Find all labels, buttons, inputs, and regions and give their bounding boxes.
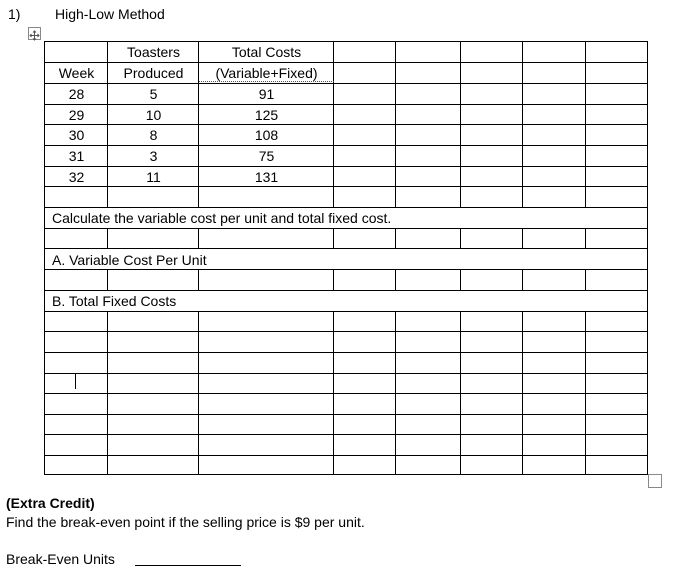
table-gridline-vertical (460, 145, 461, 167)
table-gridline-vertical (647, 352, 648, 374)
table-gridline-vertical (395, 434, 396, 456)
table-gridline-vertical (460, 124, 461, 146)
table-gridline-vertical (522, 83, 523, 105)
table-gridline-vertical (198, 331, 199, 353)
table-gridline-horizontal (44, 434, 648, 435)
problem-title: High-Low Method (55, 6, 165, 22)
table-gridline-vertical (44, 393, 45, 415)
table-gridline-vertical (460, 186, 461, 208)
total-cost-cell[interactable]: 91 (258, 86, 275, 102)
table-gridline-vertical (585, 83, 586, 105)
table-gridline-vertical (107, 455, 108, 475)
table-gridline-horizontal (44, 331, 648, 332)
table-gridline-vertical (107, 311, 108, 332)
table-gridline-vertical (333, 373, 334, 394)
table-gridline-vertical (460, 228, 461, 249)
table-gridline-horizontal (44, 124, 648, 125)
table-gridline-vertical (395, 145, 396, 167)
table-gridline-vertical (198, 373, 199, 394)
table-gridline-vertical (522, 331, 523, 353)
table-gridline-horizontal (44, 373, 648, 374)
table-gridline-horizontal (44, 104, 648, 105)
produced-cell[interactable]: 11 (146, 169, 161, 185)
week-cell[interactable]: 29 (68, 107, 85, 123)
table-gridline-vertical (585, 269, 586, 291)
table-gridline-vertical (395, 124, 396, 146)
table-gridline-vertical (585, 166, 586, 187)
header-toasters: Toasters (127, 44, 180, 60)
part-b-label[interactable]: B. Total Fixed Costs (52, 293, 177, 309)
table-gridline-vertical (395, 186, 396, 208)
table-gridline-vertical (585, 104, 586, 125)
table-gridline-vertical (460, 166, 461, 187)
week-cell[interactable]: 28 (68, 86, 85, 102)
table-gridline-vertical (107, 186, 108, 208)
table-gridline-vertical (585, 455, 586, 475)
table-gridline-vertical (44, 352, 45, 374)
table-gridline-vertical (522, 352, 523, 374)
table-gridline-vertical (44, 414, 45, 435)
table-gridline-vertical (395, 62, 396, 84)
table-gridline-vertical (522, 414, 523, 435)
table-gridline-horizontal (44, 166, 648, 167)
table-gridline-vertical (647, 455, 648, 475)
table-gridline-vertical (198, 228, 199, 249)
table-gridline-vertical (333, 455, 334, 475)
table-gridline-horizontal (44, 414, 648, 415)
table-gridline-vertical (107, 414, 108, 435)
table-gridline-vertical (585, 186, 586, 208)
table-gridline-vertical (395, 269, 396, 291)
table-gridline-vertical (395, 373, 396, 394)
table-gridline-vertical (460, 331, 461, 353)
table-gridline-vertical (395, 104, 396, 125)
table-gridline-vertical (647, 434, 648, 456)
produced-cell[interactable]: 10 (145, 107, 162, 123)
table-gridline-vertical (585, 352, 586, 374)
table-gridline-vertical (107, 269, 108, 291)
header-variable-fixed: (Variable+Fixed) (199, 65, 334, 82)
table-gridline-vertical (333, 352, 334, 374)
table-gridline-vertical (44, 331, 45, 353)
table-gridline-vertical (522, 166, 523, 187)
table-gridline-horizontal (44, 311, 648, 312)
table-gridline-vertical (395, 41, 396, 63)
table-gridline-vertical (333, 269, 334, 291)
table-gridline-vertical (460, 414, 461, 435)
table-gridline-vertical (522, 124, 523, 146)
instruction-text[interactable]: Calculate the variable cost per unit and total fixed cost. (52, 210, 392, 226)
table-gridline-vertical (460, 393, 461, 415)
table-gridline-vertical (107, 373, 108, 394)
table-gridline-vertical (44, 248, 45, 270)
table-gridline-vertical (395, 83, 396, 105)
text-cursor (75, 374, 76, 389)
week-cell[interactable]: 31 (68, 148, 85, 164)
table-gridline-vertical (333, 228, 334, 249)
table-gridline-vertical (585, 331, 586, 353)
table-gridline-vertical (585, 393, 586, 415)
table-gridline-vertical (647, 414, 648, 435)
table-gridline-vertical (395, 228, 396, 249)
table-gridline-vertical (44, 228, 45, 249)
table-gridline-vertical (333, 414, 334, 435)
table-gridline-vertical (198, 455, 199, 475)
total-cost-cell[interactable]: 75 (258, 148, 275, 164)
table-gridline-horizontal (44, 269, 648, 270)
produced-cell[interactable]: 8 (149, 127, 158, 143)
table-gridline-vertical (395, 455, 396, 475)
move-arrows-icon (29, 30, 40, 41)
table-gridline-vertical (647, 145, 648, 167)
table-gridline-horizontal (44, 145, 648, 146)
table-gridline-vertical (647, 207, 648, 229)
table-gridline-vertical (647, 373, 648, 394)
table-gridline-vertical (522, 269, 523, 291)
table-gridline-vertical (198, 352, 199, 374)
table-gridline-horizontal (44, 228, 648, 229)
table-gridline-vertical (647, 41, 648, 63)
table-gridline-vertical (647, 228, 648, 249)
table-gridline-vertical (522, 373, 523, 394)
table-gridline-vertical (395, 393, 396, 415)
answer-blank-line[interactable] (135, 565, 241, 566)
table-move-icon[interactable] (28, 27, 41, 40)
table-gridline-vertical (522, 455, 523, 475)
table-gridline-vertical (44, 455, 45, 475)
table-gridline-vertical (647, 311, 648, 332)
table-gridline-horizontal (44, 186, 648, 187)
table-resize-icon[interactable] (648, 474, 662, 488)
table-gridline-vertical (522, 104, 523, 125)
part-a-label[interactable]: A. Variable Cost Per Unit (52, 252, 207, 268)
table-gridline-vertical (585, 145, 586, 167)
break-even-label: Break-Even Units (6, 551, 115, 567)
table-gridline-vertical (647, 269, 648, 291)
table-gridline-horizontal (44, 352, 648, 353)
table-gridline-vertical (460, 104, 461, 125)
table-gridline-vertical (460, 41, 461, 63)
table-gridline-vertical (395, 331, 396, 353)
table-gridline-vertical (585, 373, 586, 394)
table-gridline-vertical (647, 104, 648, 125)
table-gridline-horizontal (44, 474, 648, 475)
table-gridline-vertical (44, 41, 45, 63)
header-total-costs: Total Costs (231, 44, 302, 60)
table-gridline-vertical (44, 373, 45, 394)
table-gridline-vertical (198, 311, 199, 332)
table-gridline-horizontal (44, 393, 648, 394)
table-gridline-vertical (585, 434, 586, 456)
table-gridline-vertical (585, 124, 586, 146)
table-gridline-vertical (198, 269, 199, 291)
table-gridline-vertical (44, 269, 45, 291)
table-gridline-vertical (647, 83, 648, 105)
week-cell[interactable]: 30 (68, 127, 85, 143)
table-gridline-vertical (460, 269, 461, 291)
table-gridline-vertical (333, 434, 334, 456)
table-gridline-vertical (647, 290, 648, 312)
produced-cell[interactable]: 3 (149, 148, 158, 164)
table-gridline-vertical (460, 352, 461, 374)
table-gridline-vertical (460, 62, 461, 84)
table-gridline-vertical (585, 41, 586, 63)
table-gridline-vertical (460, 434, 461, 456)
table-gridline-vertical (522, 228, 523, 249)
table-gridline-vertical (522, 186, 523, 208)
week-cell[interactable]: 32 (68, 169, 85, 185)
table-gridline-vertical (522, 311, 523, 332)
table-gridline-vertical (647, 393, 648, 415)
table-gridline-vertical (522, 434, 523, 456)
table-gridline-vertical (647, 124, 648, 146)
table-gridline-vertical (460, 83, 461, 105)
table-gridline-vertical (107, 331, 108, 353)
table-gridline-vertical (395, 166, 396, 187)
table-gridline-vertical (395, 414, 396, 435)
problem-number: 1) (8, 6, 21, 22)
table-gridline-vertical (44, 290, 45, 312)
table-gridline-vertical (460, 455, 461, 475)
table-gridline-horizontal (44, 207, 648, 208)
table-gridline-vertical (44, 186, 45, 208)
table-gridline-vertical (395, 311, 396, 332)
total-cost-cell[interactable]: 108 (254, 127, 279, 143)
table-gridline-vertical (333, 393, 334, 415)
table-gridline-vertical (333, 331, 334, 353)
table-gridline-horizontal (44, 455, 648, 456)
header-week: Week (58, 65, 95, 81)
table-gridline-vertical (522, 62, 523, 84)
table-gridline-vertical (107, 393, 108, 415)
table-gridline-vertical (107, 434, 108, 456)
table-gridline-vertical (395, 352, 396, 374)
table-gridline-horizontal (44, 62, 648, 63)
table-gridline-vertical (647, 62, 648, 84)
table-gridline-vertical (198, 434, 199, 456)
table-gridline-vertical (585, 414, 586, 435)
table-gridline-vertical (647, 248, 648, 270)
extra-credit-prompt: Find the break-even point if the selling price is $9 per unit. (6, 514, 365, 530)
table-gridline-vertical (585, 311, 586, 332)
table-gridline-vertical (647, 186, 648, 208)
produced-cell[interactable]: 5 (149, 86, 158, 102)
table-gridline-horizontal (44, 290, 648, 291)
table-gridline-vertical (522, 41, 523, 63)
table-gridline-horizontal (44, 41, 648, 42)
table-gridline-vertical (44, 434, 45, 456)
table-gridline-vertical (107, 228, 108, 249)
total-cost-cell[interactable]: 125 (254, 107, 279, 123)
table-gridline-vertical (647, 331, 648, 353)
table-gridline-vertical (333, 311, 334, 332)
table-gridline-vertical (460, 373, 461, 394)
table-gridline-vertical (107, 352, 108, 374)
table-gridline-vertical (522, 393, 523, 415)
table-gridline-vertical (585, 62, 586, 84)
extra-credit-heading: (Extra Credit) (6, 495, 95, 511)
table-gridline-vertical (333, 186, 334, 208)
header-produced: Produced (123, 65, 184, 81)
table-gridline-vertical (585, 228, 586, 249)
table-gridline-vertical (522, 145, 523, 167)
table-gridline-vertical (198, 393, 199, 415)
table-gridline-horizontal (44, 83, 648, 84)
table-gridline-vertical (647, 166, 648, 187)
table-gridline-vertical (198, 414, 199, 435)
table-gridline-vertical (44, 207, 45, 229)
table-gridline-vertical (44, 311, 45, 332)
table-gridline-vertical (198, 186, 199, 208)
table-gridline-horizontal (44, 248, 648, 249)
total-cost-cell[interactable]: 131 (254, 169, 279, 185)
table-gridline-vertical (460, 311, 461, 332)
